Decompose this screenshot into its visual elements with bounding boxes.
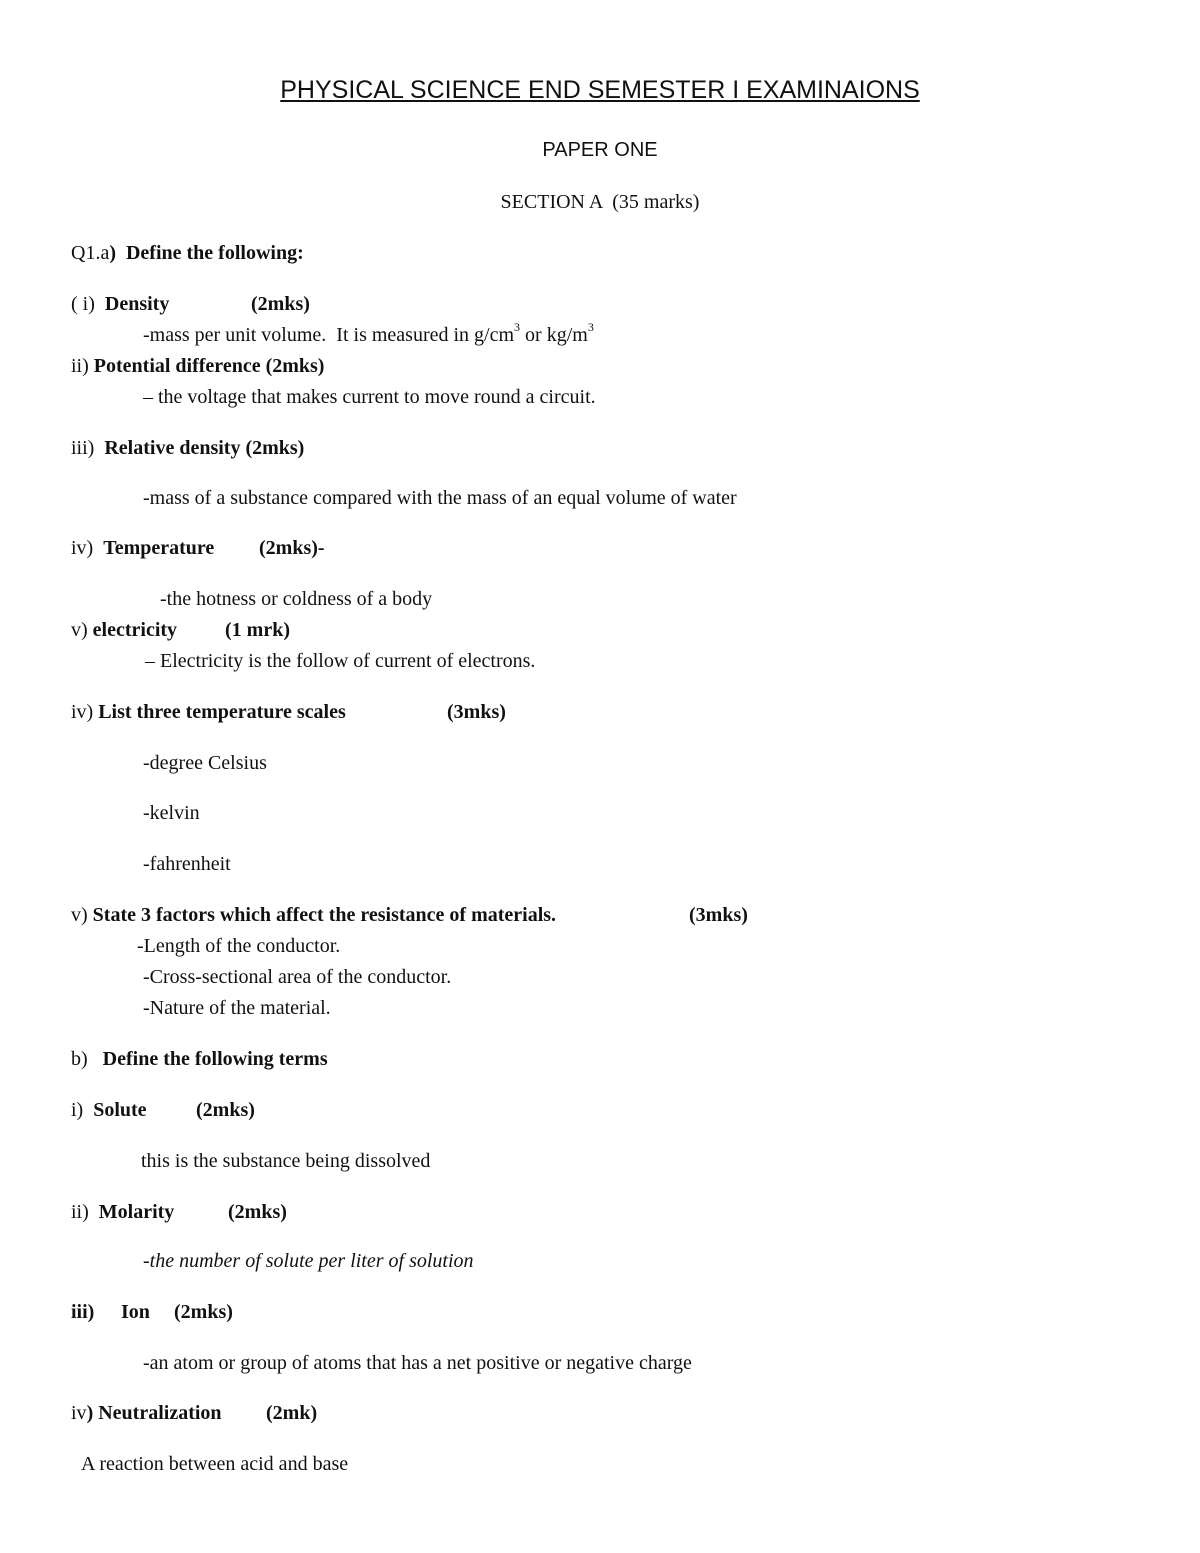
item-resistance-factors bbox=[71, 903, 556, 927]
item-potential-difference bbox=[71, 354, 324, 378]
item-term: Potential difference (2mks) bbox=[93, 355, 325, 377]
item-definition: -the number of solute per liter of solution bbox=[143, 1250, 474, 1272]
item-number: v) bbox=[71, 619, 93, 641]
item-marks: (3mks) bbox=[689, 904, 748, 926]
item-number: iii) bbox=[71, 437, 105, 459]
answer-item: -Length of the conductor. bbox=[137, 935, 341, 957]
item-number: i) bbox=[71, 1099, 94, 1121]
item-temperature-scales bbox=[71, 700, 346, 724]
item-number: ii) bbox=[71, 355, 94, 377]
item-term: List three temperature scales bbox=[98, 701, 346, 723]
question-prefix: Q1.a bbox=[71, 242, 110, 264]
item-temperature bbox=[71, 536, 214, 560]
item-number: ( i) bbox=[71, 293, 105, 315]
item-neutralization bbox=[71, 1401, 222, 1425]
item-electricity bbox=[71, 618, 177, 642]
item-term: Temperature bbox=[103, 537, 215, 559]
item-relative-density bbox=[71, 436, 304, 460]
item-number: ii) bbox=[71, 1201, 99, 1223]
item-term: Density bbox=[104, 293, 170, 315]
answer-item: -fahrenheit bbox=[143, 853, 231, 875]
item-term: Relative density (2mks) bbox=[104, 437, 305, 459]
item-definition: – the voltage that makes current to move round a circuit. bbox=[143, 386, 596, 408]
item-marks: (2mks) bbox=[196, 1099, 255, 1121]
item-marks: (2mks)- bbox=[259, 537, 325, 559]
item-definition: A reaction between acid and base bbox=[81, 1453, 349, 1475]
item-definition: -an atom or group of atoms that has a net positive or negative charge bbox=[143, 1352, 692, 1374]
item-definition: -mass per unit volume. It is measured in $g/cm^3$ or $kg/m^3$ bbox=[143, 320, 594, 346]
item-number: iv bbox=[71, 1402, 87, 1424]
item-definition: this is the substance being dissolved bbox=[141, 1150, 431, 1172]
item-marks: (1 mrk) bbox=[225, 619, 290, 641]
answer-item: -Nature of the material. bbox=[143, 997, 331, 1019]
question-1a bbox=[71, 241, 304, 265]
item-number: v) bbox=[71, 904, 93, 926]
item-definition: -the hotness or coldness of a body bbox=[160, 588, 433, 610]
item-number: iii) bbox=[71, 1301, 95, 1323]
answer-item: -Cross-sectional area of the conductor. bbox=[143, 966, 452, 988]
item-definition: – Electricity is the follow of current of electrons. bbox=[145, 650, 536, 672]
item-number: iv) bbox=[71, 537, 104, 559]
item-term: Solute bbox=[93, 1099, 147, 1121]
item-number: iv) bbox=[71, 701, 99, 723]
part-b-heading: b) Define the following terms bbox=[71, 1048, 328, 1070]
item-ion bbox=[71, 1300, 94, 1324]
item-marks: (2mks) bbox=[251, 293, 310, 315]
item-definition: -mass of a substance compared with the mass of an equal volume of water bbox=[143, 487, 737, 509]
answer-item: -degree Celsius bbox=[143, 752, 267, 774]
item-term: Ion bbox=[121, 1301, 150, 1323]
item-marks: (2mk) bbox=[266, 1402, 318, 1424]
item-density bbox=[71, 292, 169, 316]
answer-item: -kelvin bbox=[143, 802, 200, 824]
item-solute bbox=[71, 1098, 147, 1122]
question-label: ) Define the following: bbox=[109, 242, 304, 264]
item-marks: (2mks) bbox=[228, 1201, 287, 1223]
paper-label: PAPER ONE bbox=[542, 139, 658, 161]
document-title: PHYSICAL SCIENCE END SEMESTER I EXAMINAIONS bbox=[280, 76, 920, 104]
item-marks: (3mks) bbox=[447, 701, 506, 723]
item-term: ) Neutralization bbox=[86, 1402, 222, 1424]
item-marks: (2mks) bbox=[174, 1301, 233, 1323]
item-term: electricity bbox=[92, 619, 178, 641]
section-heading: SECTION A (35 marks) bbox=[500, 191, 700, 213]
item-molarity bbox=[71, 1200, 174, 1224]
item-term: State 3 factors which affect the resistance of materials. bbox=[92, 904, 557, 926]
item-term: Molarity bbox=[98, 1201, 175, 1223]
